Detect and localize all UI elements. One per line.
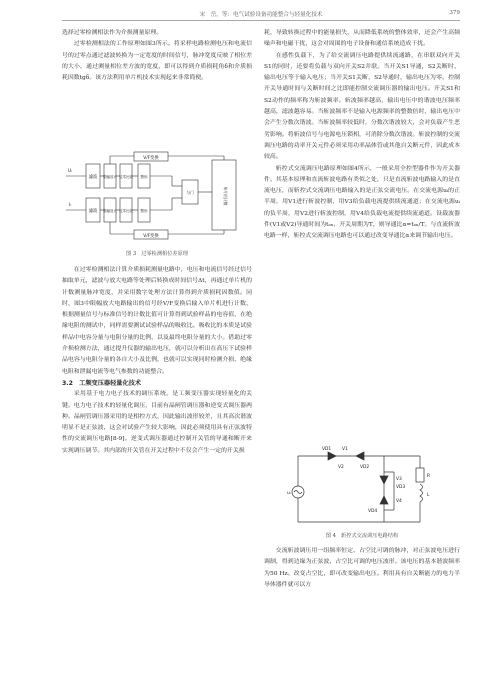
section-heading: 3.2 工频变压器轻量化技术 bbox=[62, 379, 142, 387]
header-rule bbox=[62, 20, 460, 21]
label-vd3: VD3 bbox=[396, 485, 406, 490]
vd2-diode bbox=[356, 452, 364, 460]
label-v1: V1 bbox=[342, 447, 348, 452]
figure-3-diagram bbox=[64, 150, 250, 246]
label-filter-1: 滤波 bbox=[88, 175, 98, 180]
vd4-diode bbox=[380, 496, 388, 504]
right-column-bottom bbox=[264, 546, 460, 591]
paragraph: 在过零检测相法计算介质损耗测量电路中，电压和电流信号经过信号抽取单元，滤波与放大电路等处理后转换成时间信号Δt，再通过单片机的计数测量脉冲宽度，并采用数字处理方法计算得到介质损耗因数值。同时，图3中限幅放大电路输出的信号经V/F变换后输入单片机进行计数，根据测量信号与标准信号的计数比值可计算得到试验样品的电容值，在绝缘电阻的测试中，同样需要测试试验样品的吸收比。吸收比的本质是试验样品中电容分量与电阻分量的比例，以及最终电阻分量的大小。借助过零介损检测方法，通过提升仪器的输出电压，就可以分析出在高压下试验样品电容与电阻分量的各自大小及比例，也就可以实现同时检测介损、绝缘电阻和泄漏电流等电气参数的功能整合。 bbox=[62, 267, 252, 375]
right-column-top bbox=[264, 28, 460, 243]
label-vf-bot: V/F变换 bbox=[143, 234, 159, 239]
label-i: Iᵣ bbox=[68, 203, 72, 208]
paragraph: 斩控式交流调压电路原理如图4所示，一般采用全控型器件作为开关器件。其基本原理和直流斩波电路有类似之处，只是直流斩波电路输入的是直流电压，而斩控式交流调压电路输入的是正弦交流电压。在交流电源uᵢ的正半周，用V1进行斩波控制，用V3给负载电流提供续流通道；在交流电源uᵢ的负半周，用V2进行斩波控制，用V4给负载电流提供续流通道。设载波器件(V1或V2)导通时间为tₒₙ，开关周期为T，则导通比α=tₒₙ/T。与直流斩波电路一样，斩控式交流调压电路也可以通过改变导通比α来调节输出电压。 bbox=[264, 165, 460, 240]
vd1-diode bbox=[328, 452, 336, 460]
label-shape-2: 整形 bbox=[140, 209, 148, 213]
label-u: Uᵣ bbox=[67, 169, 73, 174]
paragraph: 选择过零检测相法作为介损测量原理。 bbox=[62, 30, 163, 36]
label-amp-2: 限幅放大 bbox=[103, 209, 117, 213]
label-filter-2: 滤波 bbox=[88, 209, 98, 214]
label-ui: uᵢ bbox=[287, 491, 291, 496]
inductor-l bbox=[420, 484, 423, 502]
label-vd1: VD1 bbox=[322, 447, 332, 452]
label-l: L bbox=[427, 493, 430, 498]
label-mcu: 单片机计数 bbox=[223, 186, 228, 206]
resistor-r bbox=[416, 468, 424, 482]
label-shape-1: 整形 bbox=[140, 175, 148, 179]
figure-3-caption: 图 3 过零检测相位差原理 bbox=[125, 251, 188, 257]
label-r: R bbox=[427, 474, 431, 479]
label-v3: V3 bbox=[396, 477, 402, 482]
label-vd4: VD4 bbox=[368, 509, 378, 514]
label-gate: 与门 bbox=[186, 190, 194, 195]
running-title: 宋 岳，等：电气试验设备功能整合与轻量化技术 bbox=[199, 12, 323, 18]
paragraph: 过零检测相法的工作原理如图3所示。将采样电路检测电压和电流信号的过零点通过滤波转换为一定宽度的时间信号，脉冲宽度反映了相位差的大小，通过测量相位差方波的宽度，即可以得到介质损耗角δ和介质损耗因数tgδ。该方法利用单片机技术实现起来非常简便。 bbox=[62, 41, 252, 82]
vd3-diode bbox=[380, 476, 388, 484]
label-vf-top: V/F变换 bbox=[143, 156, 159, 161]
paragraph: 采用基于电力电子技术的调压系统，是工频变压器实现轻量化的关键。电力电子技术的轻量化调压，目前有晶闸管调压器和逆变式调压器两种。晶闸管调压器采用的是相控方式，因此输出波形较差，且其高次谐波明显不是正弦波，这会对试验产生较大影响，因此必须使用具有正弦波特性的交流调压电路[8-9]。逆变式调压器通过控制开关管的导通和断开来实现调压调节。其内部的开关管在开关过程中不仅会产生一定的开关损 bbox=[62, 391, 252, 454]
left-column-bottom bbox=[62, 265, 252, 457]
page-number: 379 bbox=[449, 10, 460, 16]
label-v2: V2 bbox=[338, 465, 344, 470]
paragraph: 交流斩波调压用一组频率恒定、占空比可调的脉冲，对正弦波电压进行调制，得到边缘为正弦波、占空比可调的电压波形。该电压的基本谐波频率为50 Hz。改变占空比，即可改变输出电压。利用具有自关断能力的电力半导体器件就可以方 bbox=[264, 548, 460, 588]
paragraph: 在感性负载下，为了给交流调压电路提供续流通路，在串联双向开关S1的同时，还要将负载与双向开关S2并联。当开关S1导通，S2关断时，输出电压等于输入电压；当开关S1关断，S2导通时，输出电压为零。控制开关导通时间与关断时间之比即能控制交流调压器的输出电压。开关S1和S2动作的频率称为斩波频率。斩波频率越高，输出电压中的谐波电压频率越高，滤波越容易。当斩波频率不是输入电源频率的整数倍时，输出电压中会产生分数次谐波。当斩波频率较低时，分数次谐波较大，会对负载产生恶劣影响。将斩波信号与电源电压锁相，可消除分数次谐波。斩波控制的交流调压电路的功率开关元件必须采用功率晶体管或其他自关断元件，因此成本较高。 bbox=[264, 52, 460, 161]
figure-4-circuit bbox=[284, 446, 444, 528]
figure-4-caption: 图 4 斩控式交流调压电路结构 bbox=[325, 533, 399, 539]
label-amp-1: 限幅放大 bbox=[103, 175, 117, 179]
label-v4: V4 bbox=[396, 499, 402, 504]
paragraph: 耗，导致转换过程中的能量损失，从而降低系统的整体效率，还会产生高频噪声和电磁干扰，这会对周围的电子设备和通信系统造成干扰。 bbox=[264, 30, 460, 48]
label-zero-1: 过零比较 bbox=[119, 175, 133, 179]
left-column-top bbox=[62, 28, 252, 84]
label-zero-2: 过零比较 bbox=[119, 209, 133, 213]
label-vd2: VD2 bbox=[360, 465, 370, 470]
